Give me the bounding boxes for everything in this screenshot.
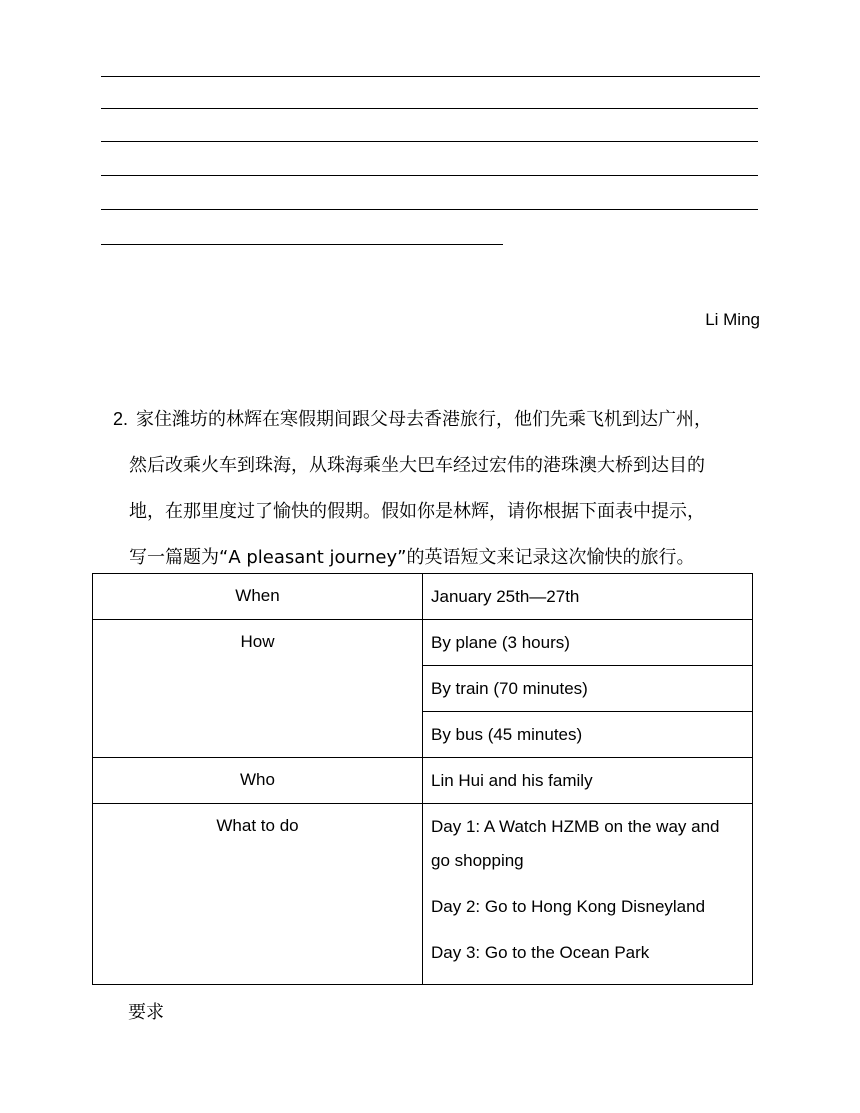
writing-line <box>101 76 760 77</box>
question-prompt <box>113 396 763 581</box>
what-line: go shopping <box>431 851 524 870</box>
question-line-1 <box>113 396 763 443</box>
how-label: How <box>93 620 423 758</box>
when-label: When <box>93 574 423 620</box>
who-label: Who <box>93 758 423 804</box>
writing-line <box>101 175 758 176</box>
writing-line <box>101 141 758 142</box>
how-value: By train (70 minutes) <box>423 666 753 712</box>
signature: Li Ming <box>705 310 760 329</box>
what-line: Day 1: A Watch HZMB on the way and <box>431 817 720 836</box>
table-row <box>93 574 753 620</box>
table-row <box>93 620 753 666</box>
table-row <box>93 804 753 985</box>
how-value: By plane (3 hours) <box>423 620 753 666</box>
when-value: January 25th—27th <box>423 574 753 620</box>
question-text: 家住潍坊的林辉在寒假期间跟父母去香港旅行，他们先乘飞机到达广州， <box>136 409 713 430</box>
writing-line <box>101 209 758 210</box>
question-number: 2. <box>113 409 129 429</box>
what-value <box>423 804 753 985</box>
writing-line <box>101 108 758 109</box>
question-line-2: 然后改乘火车到珠海，从珠海乘坐大巴车经过宏伟的港珠澳大桥到达目的 <box>129 455 705 476</box>
table-row <box>93 758 753 804</box>
question-line-3: 地，在那里度过了愉快的假期。假如你是林辉，请你根据下面表中提示， <box>129 501 705 522</box>
question-line-4: 写一篇题为“A pleasant journey”的英语短文来记录这次愉快的旅行。 <box>129 547 695 568</box>
who-value: Lin Hui and his family <box>423 758 753 804</box>
what-line: Day 3: Go to the Ocean Park <box>431 943 650 962</box>
writing-line <box>101 244 503 245</box>
what-label: What to do <box>93 804 423 985</box>
what-line: Day 2: Go to Hong Kong Disneyland <box>431 897 706 916</box>
journey-info-table <box>92 573 753 985</box>
how-value: By bus (45 minutes) <box>423 712 753 758</box>
requirements-label: 要求 <box>128 1002 164 1023</box>
